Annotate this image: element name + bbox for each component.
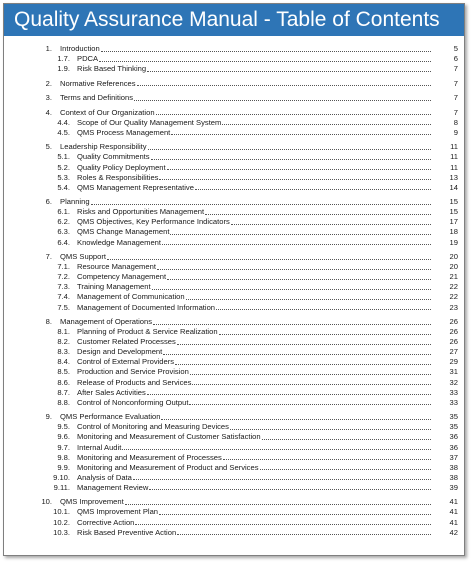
toc-subsection-entry[interactable] bbox=[4, 398, 464, 408]
entry-page-number: 7 bbox=[453, 93, 458, 103]
entry-label: QMS Management Representative bbox=[77, 182, 194, 192]
entry-number: 8.2. bbox=[57, 337, 70, 347]
dot-leader bbox=[162, 238, 431, 246]
entry-text bbox=[77, 388, 431, 398]
entry-label: QMS Performance Evaluation bbox=[60, 412, 161, 422]
entry-text bbox=[77, 207, 431, 217]
entry-label: Training Management bbox=[77, 282, 151, 292]
entry-number: 5.3. bbox=[57, 172, 70, 182]
entry-label: Leadership Responsibility bbox=[60, 142, 147, 152]
entry-text bbox=[77, 54, 431, 64]
entry-text bbox=[60, 197, 431, 207]
entry-page-number: 35 bbox=[449, 422, 458, 432]
dot-leader bbox=[192, 378, 431, 386]
toc-subsection-entry[interactable] bbox=[4, 282, 464, 292]
entry-label: Competency Management bbox=[77, 272, 167, 282]
entry-number: 9.6. bbox=[57, 432, 70, 442]
entry-label: Analysis of Data bbox=[77, 472, 132, 482]
entry-page-number: 33 bbox=[449, 387, 458, 397]
toc-subsection-entry[interactable] bbox=[4, 183, 464, 193]
entry-text bbox=[77, 337, 431, 347]
entry-text bbox=[77, 173, 431, 183]
table-of-contents bbox=[4, 44, 464, 538]
toc-subsection-entry[interactable] bbox=[4, 272, 464, 282]
entry-label: QMS Change Management bbox=[77, 227, 170, 237]
entry-label: Risks and Opportunities Management bbox=[77, 207, 205, 217]
entry-label: Terms and Definitions bbox=[60, 93, 134, 103]
entry-page-number: 26 bbox=[449, 337, 458, 347]
dot-leader bbox=[230, 422, 431, 430]
toc-section-entry[interactable] bbox=[4, 44, 464, 54]
toc-subsection-entry[interactable] bbox=[4, 327, 464, 337]
entry-label: Control of Nonconforming Output bbox=[77, 397, 189, 407]
entry-page-number: 13 bbox=[449, 172, 458, 182]
dot-leader bbox=[161, 412, 431, 420]
entry-text bbox=[77, 327, 431, 337]
entry-number: 9. bbox=[45, 412, 52, 422]
entry-text bbox=[77, 272, 431, 282]
entry-number: 6. bbox=[45, 197, 52, 207]
toc-subsection-entry[interactable] bbox=[4, 227, 464, 237]
document-page bbox=[3, 3, 465, 556]
toc-section-entry[interactable] bbox=[4, 497, 464, 507]
entry-page-number: 7 bbox=[453, 107, 458, 117]
toc-subsection-entry[interactable] bbox=[4, 388, 464, 398]
entry-label: QMS Improvement Plan bbox=[77, 507, 159, 517]
entry-text bbox=[77, 262, 431, 272]
entry-number: 9.11. bbox=[53, 482, 70, 492]
toc-subsection-entry[interactable] bbox=[4, 217, 464, 227]
toc-subsection-entry[interactable] bbox=[4, 173, 464, 183]
entry-number: 9.8. bbox=[57, 452, 70, 462]
entry-text bbox=[77, 227, 431, 237]
entry-page-number: 29 bbox=[449, 357, 458, 367]
dot-leader bbox=[195, 183, 431, 191]
toc-subsection-entry[interactable] bbox=[4, 292, 464, 302]
entry-text bbox=[60, 93, 431, 103]
dot-leader bbox=[152, 282, 431, 290]
entry-label: Production and Service Provision bbox=[77, 367, 189, 377]
entry-text bbox=[60, 252, 431, 262]
entry-label: Resource Management bbox=[77, 262, 156, 272]
entry-page-number: 32 bbox=[449, 377, 458, 387]
entry-page-number: 11 bbox=[450, 162, 458, 172]
entry-number: 9.7. bbox=[57, 442, 70, 452]
entry-text bbox=[77, 463, 431, 473]
entry-label: Introduction bbox=[60, 44, 100, 53]
entry-number: 4. bbox=[45, 107, 52, 117]
entry-label: Monitoring and Measurement of Processes bbox=[77, 452, 222, 462]
entry-number: 4.5. bbox=[57, 127, 70, 137]
entry-page-number: 7 bbox=[453, 64, 458, 74]
dot-leader bbox=[148, 142, 431, 150]
entry-number: 8.5. bbox=[57, 367, 70, 377]
toc-subsection-entry[interactable] bbox=[4, 443, 464, 453]
entry-label: Design and Development bbox=[77, 347, 163, 357]
entry-page-number: 20 bbox=[449, 262, 458, 272]
entry-label: Management of Communication bbox=[77, 292, 185, 302]
dot-leader bbox=[262, 432, 431, 440]
entry-text bbox=[60, 497, 431, 507]
entry-text bbox=[77, 152, 431, 162]
dot-leader bbox=[170, 227, 431, 235]
entry-number: 5. bbox=[45, 142, 52, 152]
toc-section-entry[interactable] bbox=[4, 317, 464, 327]
entry-number: 9.5. bbox=[57, 422, 70, 432]
entry-label: Control of External Providers bbox=[77, 357, 175, 367]
toc-subsection-entry[interactable] bbox=[4, 473, 464, 483]
toc-subsection-entry[interactable] bbox=[4, 528, 464, 538]
dot-leader bbox=[216, 303, 431, 311]
entry-text bbox=[60, 317, 431, 327]
entry-label: Release of Products and Services bbox=[77, 377, 192, 387]
toc-subsection-entry[interactable] bbox=[4, 357, 464, 367]
toc-subsection-entry[interactable] bbox=[4, 337, 464, 347]
entry-page-number: 36 bbox=[449, 442, 458, 452]
entry-label: Management of Documented Information bbox=[77, 302, 216, 312]
entry-label: After Sales Activities bbox=[77, 387, 146, 397]
entry-page-number: 31 bbox=[449, 367, 458, 377]
entry-page-number: 14 bbox=[449, 182, 458, 192]
toc-subsection-entry[interactable] bbox=[4, 238, 464, 248]
entry-label: QMS Objectives, Key Performance Indicators bbox=[77, 217, 230, 227]
entry-page-number: 9 bbox=[453, 127, 458, 137]
toc-subsection-entry[interactable] bbox=[4, 128, 464, 138]
entry-text bbox=[77, 217, 431, 227]
dot-leader bbox=[167, 272, 431, 280]
dot-leader bbox=[186, 292, 431, 300]
dot-leader bbox=[107, 252, 431, 260]
entry-text bbox=[77, 483, 431, 493]
toc-section-entry[interactable] bbox=[4, 252, 464, 262]
entry-page-number: 7 bbox=[453, 78, 458, 88]
entry-number: 7.5. bbox=[57, 302, 70, 312]
dot-leader bbox=[231, 217, 431, 225]
dot-leader bbox=[101, 44, 431, 52]
toc-subsection-entry[interactable] bbox=[4, 432, 464, 442]
entry-page-number: 8 bbox=[453, 117, 458, 127]
entry-number: 7.3. bbox=[57, 282, 70, 292]
toc-subsection-entry[interactable] bbox=[4, 378, 464, 388]
dot-leader bbox=[177, 528, 431, 536]
dot-leader bbox=[135, 518, 431, 526]
entry-label: Planning of Product & Service Realization bbox=[77, 327, 218, 337]
entry-label: Quality Commitments bbox=[77, 152, 150, 162]
entry-text bbox=[77, 422, 431, 432]
dot-leader bbox=[223, 453, 431, 461]
toc-subsection-entry[interactable] bbox=[4, 118, 464, 128]
dot-leader bbox=[260, 463, 431, 471]
toc-subsection-entry[interactable] bbox=[4, 64, 464, 74]
dot-leader bbox=[159, 173, 431, 181]
entry-label: Management of Operations bbox=[60, 316, 153, 326]
toc-subsection-entry[interactable] bbox=[4, 483, 464, 493]
dot-leader bbox=[171, 128, 431, 136]
toc-section-entry[interactable] bbox=[4, 93, 464, 103]
entry-label: Customer Related Processes bbox=[77, 337, 176, 347]
dot-leader bbox=[205, 207, 431, 215]
entry-number: 8.8. bbox=[57, 397, 70, 407]
entry-text bbox=[77, 507, 431, 517]
entry-number: 6.4. bbox=[57, 237, 70, 247]
entry-page-number: 21 bbox=[449, 272, 458, 282]
entry-number: 7.2. bbox=[57, 272, 70, 282]
entry-number: 7.4. bbox=[57, 292, 70, 302]
toc-subsection-entry[interactable] bbox=[4, 422, 464, 432]
entry-text bbox=[77, 183, 431, 193]
toc-section-entry[interactable] bbox=[4, 412, 464, 422]
dot-leader bbox=[189, 398, 431, 406]
entry-text bbox=[77, 238, 431, 248]
entry-text bbox=[77, 347, 431, 357]
toc-subsection-entry[interactable] bbox=[4, 463, 464, 473]
entry-page-number: 35 bbox=[449, 412, 458, 422]
entry-number: 9.10. bbox=[53, 472, 70, 482]
entry-page-number: 26 bbox=[449, 327, 458, 337]
dot-leader bbox=[134, 93, 431, 101]
dot-leader bbox=[122, 443, 431, 451]
toc-subsection-entry[interactable] bbox=[4, 518, 464, 528]
entry-text bbox=[77, 398, 431, 408]
toc-subsection-entry[interactable] bbox=[4, 507, 464, 517]
entry-page-number: 41 bbox=[449, 497, 458, 507]
entry-text bbox=[77, 292, 431, 302]
toc-subsection-entry[interactable] bbox=[4, 207, 464, 217]
entry-page-number: 23 bbox=[449, 302, 458, 312]
toc-section-entry[interactable] bbox=[4, 79, 464, 89]
toc-section-entry[interactable] bbox=[4, 142, 464, 152]
entry-number: 10.3. bbox=[53, 527, 70, 537]
entry-text bbox=[77, 118, 431, 128]
entry-label: Management Review bbox=[77, 482, 149, 492]
entry-page-number: 42 bbox=[449, 527, 458, 537]
entry-number: 9.9. bbox=[57, 462, 70, 472]
dot-leader bbox=[151, 152, 431, 160]
entry-label: Risk Based Preventive Action bbox=[77, 527, 177, 537]
entry-label: Knowledge Management bbox=[77, 237, 162, 247]
entry-label: PDCA bbox=[77, 54, 99, 64]
dot-leader bbox=[175, 357, 431, 365]
entry-number: 8.1. bbox=[57, 327, 70, 337]
entry-label: QMS Support bbox=[60, 252, 107, 262]
entry-number: 5.1. bbox=[57, 152, 70, 162]
entry-number: 5.2. bbox=[57, 162, 70, 172]
entry-text bbox=[60, 108, 431, 118]
entry-label: Quality Policy Deployment bbox=[77, 162, 166, 172]
entry-label: Normative References bbox=[60, 78, 136, 88]
entry-number: 7. bbox=[45, 252, 52, 262]
dot-leader bbox=[133, 473, 431, 481]
entry-label: Roles & Responsibilities bbox=[77, 172, 159, 182]
entry-page-number: 22 bbox=[449, 292, 458, 302]
toc-subsection-entry[interactable] bbox=[4, 303, 464, 313]
entry-text bbox=[77, 282, 431, 292]
entry-page-number: 27 bbox=[449, 347, 458, 357]
entry-number: 8. bbox=[45, 316, 52, 326]
toc-subsection-entry[interactable] bbox=[4, 262, 464, 272]
toc-section-entry[interactable] bbox=[4, 197, 464, 207]
dot-leader bbox=[157, 262, 431, 270]
entry-page-number: 41 bbox=[449, 517, 458, 527]
entry-page-number: 22 bbox=[449, 282, 458, 292]
toc-subsection-entry[interactable] bbox=[4, 367, 464, 377]
dot-leader bbox=[149, 483, 431, 491]
entry-page-number: 39 bbox=[449, 482, 458, 492]
entry-number: 4.4. bbox=[57, 117, 70, 127]
dot-leader bbox=[159, 507, 431, 515]
dot-leader bbox=[99, 54, 431, 62]
entry-text bbox=[60, 79, 431, 89]
entry-number: 5.4. bbox=[57, 182, 70, 192]
entry-label: Internal Audit bbox=[77, 442, 122, 452]
entry-page-number: 15 bbox=[449, 207, 458, 217]
dot-leader bbox=[177, 337, 431, 345]
entry-text bbox=[77, 128, 431, 138]
entry-text bbox=[77, 518, 431, 528]
dot-leader bbox=[156, 108, 431, 116]
entry-number: 1.7. bbox=[57, 54, 70, 64]
entry-page-number: 17 bbox=[449, 217, 458, 227]
dot-leader bbox=[147, 64, 431, 72]
toc-subsection-entry[interactable] bbox=[4, 347, 464, 357]
entry-page-number: 36 bbox=[449, 432, 458, 442]
entry-label: Planning bbox=[60, 197, 90, 207]
entry-text bbox=[77, 357, 431, 367]
entry-text bbox=[60, 44, 431, 54]
entry-number: 6.3. bbox=[57, 227, 70, 237]
entry-number: 10.1. bbox=[53, 507, 70, 517]
toc-section-entry[interactable] bbox=[4, 108, 464, 118]
entry-text bbox=[77, 528, 431, 538]
entry-text bbox=[77, 64, 431, 74]
entry-label: Corrective Action bbox=[77, 517, 135, 527]
entry-page-number: 11 bbox=[450, 142, 458, 152]
dot-leader bbox=[153, 317, 431, 325]
entry-number: 6.2. bbox=[57, 217, 70, 227]
entry-label: QMS Improvement bbox=[60, 497, 124, 507]
dot-leader bbox=[163, 347, 431, 355]
toc-subsection-entry[interactable] bbox=[4, 152, 464, 162]
entry-text bbox=[77, 443, 431, 453]
entry-page-number: 11 bbox=[450, 152, 458, 162]
entry-text bbox=[77, 163, 431, 173]
entry-label: Scope of Our Quality Management System bbox=[77, 117, 222, 127]
entry-page-number: 41 bbox=[449, 507, 458, 517]
entry-number: 8.7. bbox=[57, 387, 70, 397]
entry-number: 8.3. bbox=[57, 347, 70, 357]
entry-page-number: 26 bbox=[449, 316, 458, 326]
entry-number: 8.6. bbox=[57, 377, 70, 387]
entry-text bbox=[77, 367, 431, 377]
dot-leader bbox=[219, 327, 431, 335]
entry-page-number: 38 bbox=[449, 462, 458, 472]
entry-page-number: 38 bbox=[449, 472, 458, 482]
entry-page-number: 6 bbox=[453, 54, 458, 64]
entry-page-number: 33 bbox=[449, 397, 458, 407]
entry-text bbox=[77, 303, 431, 313]
entry-page-number: 20 bbox=[449, 252, 458, 262]
dot-leader bbox=[137, 79, 431, 87]
entry-number: 6.1. bbox=[57, 207, 70, 217]
entry-page-number: 37 bbox=[449, 452, 458, 462]
dot-leader bbox=[147, 388, 431, 396]
entry-page-number: 18 bbox=[449, 227, 458, 237]
entry-number: 1. bbox=[45, 44, 52, 53]
entry-label: QMS Process Management bbox=[77, 127, 171, 137]
entry-label: Control of Monitoring and Measuring Devices bbox=[77, 422, 229, 432]
toc-subsection-entry[interactable] bbox=[4, 163, 464, 173]
entry-page-number: 19 bbox=[449, 237, 458, 247]
entry-label: Risk Based Thinking bbox=[77, 64, 147, 74]
entry-text bbox=[77, 432, 431, 442]
page-title: Quality Assurance Manual - Table of Contents bbox=[4, 4, 464, 36]
entry-page-number: 5 bbox=[453, 44, 458, 53]
entry-number: 1.9. bbox=[57, 64, 70, 74]
entry-number: 10. bbox=[41, 497, 52, 507]
entry-label: Monitoring and Measurement of Product and Services bbox=[77, 462, 259, 472]
dot-leader bbox=[222, 118, 431, 126]
dot-leader bbox=[91, 197, 431, 205]
dot-leader bbox=[167, 163, 431, 171]
dot-leader bbox=[190, 367, 431, 375]
entry-number: 10.2. bbox=[53, 517, 70, 527]
dot-leader bbox=[125, 497, 431, 505]
entry-text bbox=[60, 412, 431, 422]
entry-text bbox=[60, 142, 431, 152]
entry-page-number: 15 bbox=[449, 197, 458, 207]
entry-number: 3. bbox=[45, 93, 52, 103]
entry-text bbox=[77, 453, 431, 463]
entry-text bbox=[77, 473, 431, 483]
entry-label: Context of Our Organization bbox=[60, 107, 155, 117]
entry-label: Monitoring and Measurement of Customer Satisfaction bbox=[77, 432, 261, 442]
entry-number: 8.4. bbox=[57, 357, 70, 367]
toc-subsection-entry[interactable] bbox=[4, 54, 464, 64]
entry-text bbox=[77, 378, 431, 388]
entry-number: 2. bbox=[45, 78, 52, 88]
toc-subsection-entry[interactable] bbox=[4, 453, 464, 463]
entry-number: 7.1. bbox=[57, 262, 70, 272]
